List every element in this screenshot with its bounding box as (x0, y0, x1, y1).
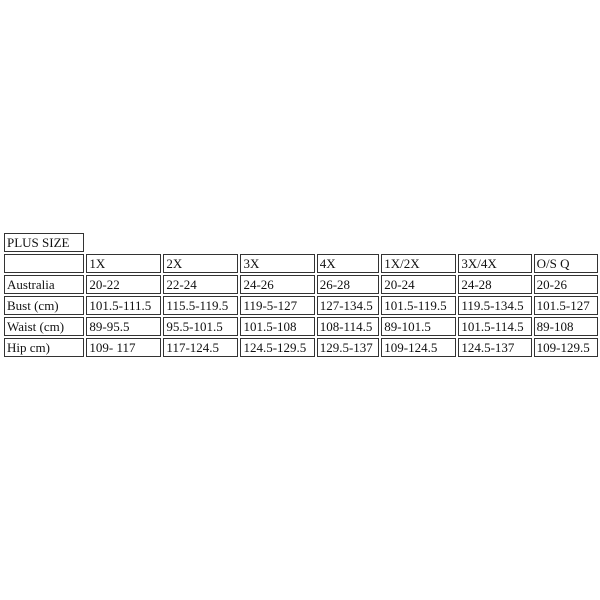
table-cell: 20-26 (534, 275, 598, 294)
table-cell: 129.5-137 (317, 338, 380, 357)
table-cell: 20-24 (381, 275, 456, 294)
table-cell: 115.5-119.5 (163, 296, 238, 315)
table-cell: 26-28 (317, 275, 380, 294)
table-cell: 101.5-127 (534, 296, 598, 315)
table-row (4, 317, 598, 336)
row-label: Bust (cm) (4, 296, 84, 315)
table-cell: 95.5-101.5 (163, 317, 238, 336)
table-cell: 117-124.5 (163, 338, 238, 357)
table-cell: 119.5-134.5 (458, 296, 531, 315)
table-cell: 89-95.5 (86, 317, 161, 336)
table-cell: 124.5-129.5 (240, 338, 314, 357)
table-cell: 101.5-114.5 (458, 317, 531, 336)
blank-cell (86, 233, 598, 252)
table-row (4, 296, 598, 315)
table-cell: 109- 117 (86, 338, 161, 357)
table-cell: 89-108 (534, 317, 598, 336)
table-cell: 89-101.5 (381, 317, 456, 336)
table-cell: 20-22 (86, 275, 161, 294)
table-title: PLUS SIZE (4, 233, 84, 252)
header-empty-cell (4, 254, 84, 273)
table-cell: 22-24 (163, 275, 238, 294)
row-label: Waist (cm) (4, 317, 84, 336)
header-cell: 1X (86, 254, 161, 273)
plus-size-chart-table (2, 231, 600, 359)
table-cell: 127-134.5 (317, 296, 380, 315)
row-label: Australia (4, 275, 84, 294)
header-cell: 2X (163, 254, 238, 273)
table-cell: 24-28 (458, 275, 531, 294)
header-cell: 3X/4X (458, 254, 531, 273)
table-cell: 101.5-108 (240, 317, 314, 336)
table-cell: 108-114.5 (317, 317, 380, 336)
table-cell: 101.5-119.5 (381, 296, 456, 315)
table-cell: 109-129.5 (534, 338, 598, 357)
header-cell: 3X (240, 254, 314, 273)
table-cell: 24-26 (240, 275, 314, 294)
table-cell: 124.5-137 (458, 338, 531, 357)
header-cell: O/S Q (534, 254, 598, 273)
header-cell: 4X (317, 254, 380, 273)
table-row (4, 338, 598, 357)
table-title-row (4, 233, 598, 252)
table-cell: 101.5-111.5 (86, 296, 161, 315)
table-cell: 119-5-127 (240, 296, 314, 315)
header-cell: 1X/2X (381, 254, 456, 273)
table-row (4, 275, 598, 294)
table-cell: 109-124.5 (381, 338, 456, 357)
row-label: Hip cm) (4, 338, 84, 357)
table-header-row (4, 254, 598, 273)
